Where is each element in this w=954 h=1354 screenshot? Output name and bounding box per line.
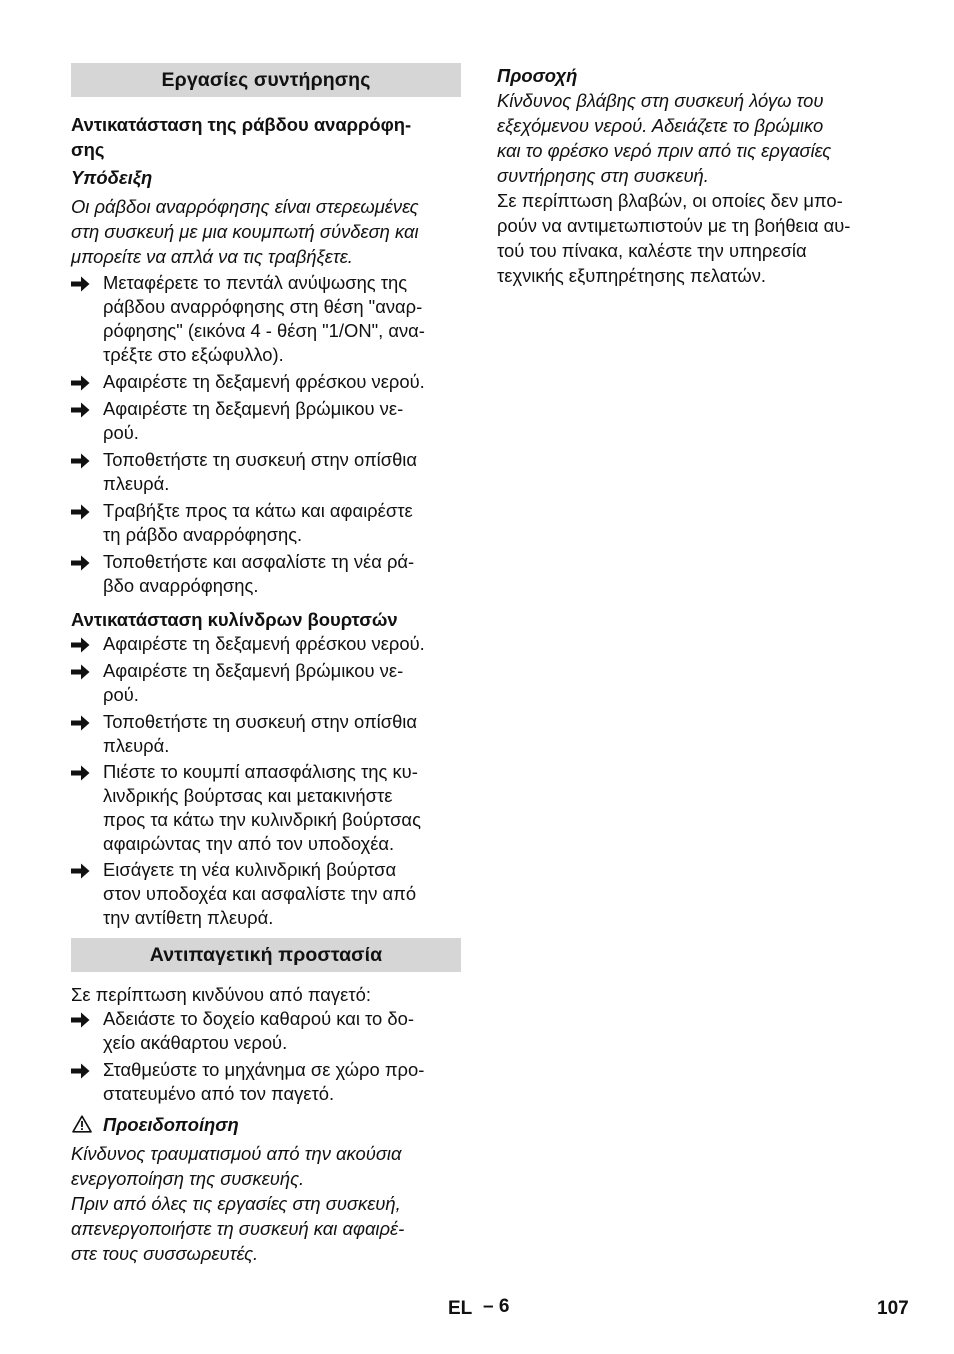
arrow-right-icon: [71, 555, 90, 571]
footer-language: EL: [448, 1298, 473, 1319]
arrow-right-icon: [71, 863, 90, 879]
caution-label: Προσοχή: [497, 65, 578, 86]
left-column: [71, 63, 461, 1266]
step-text: Πιέστε το κουμπί απασφάλισης της κυ- λινδρικής βούρτσας και μετακινήστε προς τα κάτω την κυλινδρική βούρτσας αφαιρώντας την από τον υποδοχέα.: [103, 761, 421, 854]
arrow-right-icon: [71, 1012, 90, 1028]
frost-protection-section-title: Αντιπαγετική προστασία: [71, 938, 461, 972]
arrow-right-icon: [71, 715, 90, 731]
note-label: Υπόδειξη: [71, 167, 153, 188]
maintenance-section-title: Εργασίες συντήρησης: [71, 63, 461, 97]
right-column: [497, 63, 889, 288]
caution-text: Κίνδυνος βλάβης στη συσκευή λόγω του εξεχόμενου νερού. Αδειάζετε το βρώμικο και το φρέσκο νερό πριν από τις εργασίες συντήρησης στη συσκευή.: [497, 90, 832, 186]
list-item: [71, 370, 461, 394]
arrow-right-icon: [71, 1063, 90, 1079]
list-item: [71, 448, 461, 496]
arrow-right-icon: [71, 402, 90, 418]
frost-steps: [71, 1007, 461, 1106]
list-item: [71, 710, 461, 758]
step-text: Αφαιρέστε τη δεξαμενή φρέσκου νερού.: [103, 633, 425, 654]
arrow-right-icon: [71, 375, 90, 391]
fault-text: Σε περίπτωση βλαβών, οι οποίες δεν μπο- ρούν να αντιμετωπιστούν με τη βοήθεια αυ- τού του πίνακα, καλέστε την υπηρεσία τεχνικής εξυπηρέτησης πελατών.: [497, 190, 851, 286]
suction-bar-steps: [71, 271, 461, 598]
warning-text: Κίνδυνος τραυματισμού από την ακούσια ενεργοποίηση της συσκευής. Πριν από όλες τις εργασίες στη συσκευή, απενεργοποιήστε τη συσκευή και αφαιρέ- στε τους συσσωρευτές.: [71, 1143, 405, 1264]
list-item: [71, 858, 461, 930]
list-item: [71, 760, 461, 856]
arrow-right-icon: [71, 765, 90, 781]
arrow-right-icon: [71, 276, 90, 292]
step-text: Τοποθετήστε τη συσκευή στην οπίσθια πλευρά.: [103, 711, 418, 756]
step-text: Εισάγετε τη νέα κυλινδρική βούρτσα στον υποδοχέα και ασφαλίστε την από την αντίθετη πλευρά.: [103, 859, 417, 928]
warning-heading: [71, 1112, 461, 1137]
list-item: [71, 1058, 461, 1106]
warning-triangle-icon: [72, 1115, 92, 1133]
step-text: Τοποθετήστε τη συσκευή στην οπίσθια πλευρά.: [103, 449, 418, 494]
list-item: [71, 397, 461, 445]
replace-brush-rollers-heading: Αντικατάσταση κυλίνδρων βουρτσών: [71, 609, 398, 630]
step-text: Αδειάστε το δοχείο καθαρού και το δο- χείο ακάθαρτου νερού.: [103, 1008, 414, 1053]
page-number: 107: [877, 1298, 909, 1319]
frost-intro: Σε περίπτωση κινδύνου από παγετό:: [71, 984, 371, 1005]
warning-label: Προειδοποίηση: [103, 1114, 239, 1135]
list-item: [71, 271, 461, 367]
arrow-right-icon: [71, 664, 90, 680]
list-item: [71, 550, 461, 598]
arrow-right-icon: [71, 504, 90, 520]
step-text: Μεταφέρετε το πεντάλ ανύψωσης της ράβδου αναρρόφησης στη θέση "αναρ- ρόφησης" (εικόνα 4 - θέση "1/ON", ανα- τρέξτε στο εξώφυλλο).: [103, 272, 425, 365]
step-text: Αφαιρέστε τη δεξαμενή βρώμικου νε- ρού.: [103, 660, 404, 705]
step-text: Αφαιρέστε τη δεξαμενή φρέσκου νερού.: [103, 371, 425, 392]
arrow-right-icon: [71, 453, 90, 469]
footer-section-page: – 6: [483, 1296, 510, 1317]
list-item: [71, 1007, 461, 1055]
step-text: Αφαιρέστε τη δεξαμενή βρώμικου νε- ρού.: [103, 398, 404, 443]
arrow-right-icon: [71, 637, 90, 653]
step-text: Σταθμεύστε το μηχάνημα σε χώρο προ- στατευμένο από τον παγετό.: [103, 1059, 425, 1104]
list-item: [71, 632, 461, 656]
list-item: [71, 659, 461, 707]
replace-suction-bar-heading: Αντικατάσταση της ράβδου αναρρόφη- σης: [71, 114, 412, 160]
step-text: Τοποθετήστε και ασφαλίστε τη νέα ρά- βδο αναρρόφησης.: [103, 551, 415, 596]
list-item: [71, 499, 461, 547]
note-text: Οι ράβδοι αναρρόφησης είναι στερεωμένες στη συσκευή με μια κουμπωτή σύνδεση και μπορείτε να απλά να τις τραβήξετε.: [71, 196, 419, 267]
step-text: Τραβήξτε προς τα κάτω και αφαιρέστε τη ράβδο αναρρόφησης.: [103, 500, 413, 545]
brush-roller-steps: [71, 632, 461, 930]
